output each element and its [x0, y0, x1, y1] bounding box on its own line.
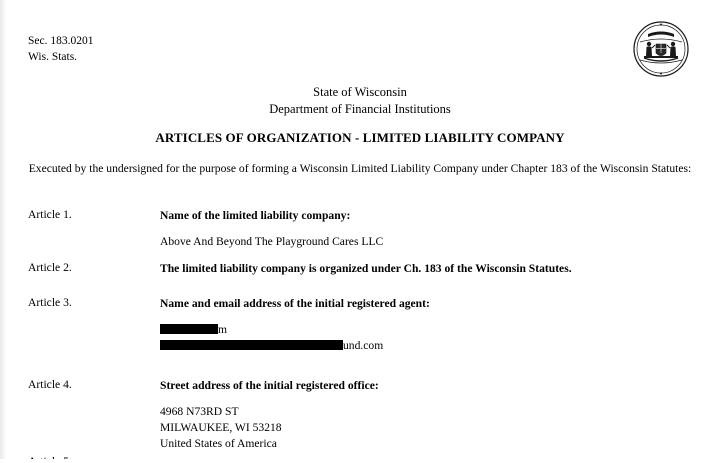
- article-4-country: United States of America: [160, 437, 277, 450]
- redaction-bar: [265, 340, 273, 350]
- agency-state: State of Wisconsin: [313, 85, 407, 99]
- agency-department: Department of Financial Institutions: [269, 102, 451, 116]
- article-4-heading: Street address of the initial registered office:: [160, 379, 379, 392]
- article-1-body: [160, 208, 383, 250]
- article-3-redacted-name: [160, 322, 430, 338]
- article-3-label: Article 3.: [28, 296, 72, 309]
- article-4-label: Article 4.: [28, 378, 72, 391]
- article-3-body: [160, 296, 430, 354]
- statute-reference-line1: Sec. 183.0201: [28, 35, 94, 47]
- article-1-value: Above And Beyond The Playground Cares LLC: [160, 235, 384, 248]
- page-bottom-edge: [0, 459, 720, 463]
- spacer: [160, 224, 383, 234]
- statute-reference-line2: Wis. Stats.: [28, 51, 78, 63]
- article-2-label: Article 2.: [28, 261, 72, 274]
- article-1-heading: Name of the limited liability company:: [160, 209, 351, 222]
- agency-heading: [0, 84, 720, 118]
- page-title: ARTICLES OF ORGANIZATION - LIMITED LIABILITY COMPANY: [155, 130, 565, 145]
- article-1-label: Article 1.: [28, 208, 72, 221]
- article-3-redacted-email-suffix: und.com: [343, 339, 384, 352]
- article-4-city-state-zip: MILWAUKEE, WI 53218: [160, 421, 282, 434]
- redaction-bar: [160, 340, 265, 350]
- article-3-heading: Name and email address of the initial registered agent:: [160, 297, 430, 310]
- spacer: [160, 394, 379, 404]
- article-4-street: 4968 N73RD ST: [160, 405, 239, 418]
- spacer: [160, 312, 430, 322]
- statute-reference: [28, 33, 93, 65]
- redaction-bar: [273, 340, 343, 350]
- article-3-redacted-name-suffix: m: [218, 323, 228, 336]
- article-3-redacted-email: [160, 338, 430, 354]
- page-left-edge: [0, 0, 7, 463]
- executed-statement: Executed by the undersigned for the purpose of forming a Wisconsin Limited Liability Company under Chapter 183 of the Wisconsin Statutes:: [28, 162, 692, 175]
- redaction-bar: [160, 324, 218, 334]
- article-2-heading: The limited liability company is organized under Ch. 183 of the Wisconsin Statutes.: [160, 262, 572, 275]
- state-seal-icon: [628, 20, 694, 78]
- article-2-body: [160, 261, 572, 277]
- article-4-body: [160, 378, 379, 452]
